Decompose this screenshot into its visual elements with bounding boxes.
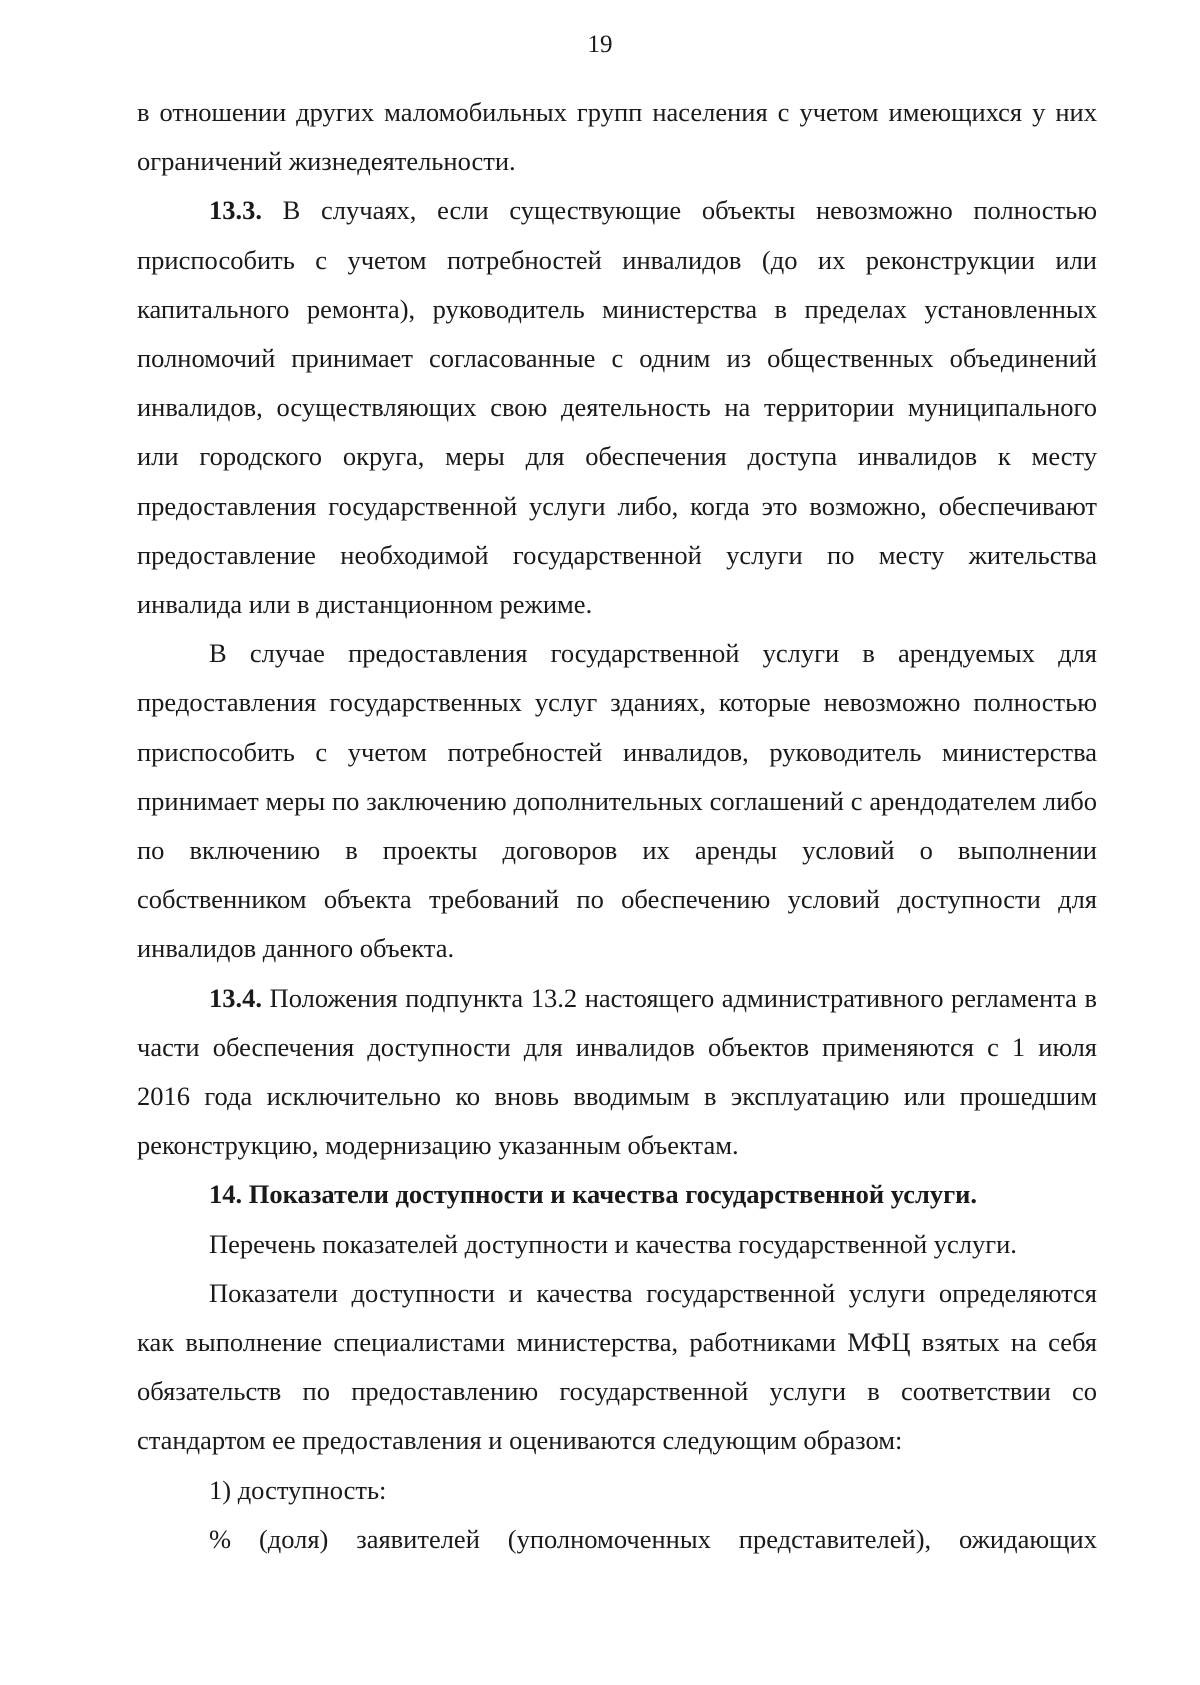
paragraph-indicator-list: Перечень показателей доступности и качества государственной услуги.	[209, 1228, 1017, 1259]
paragraph-share-applicants: % (доля) заявителей (уполномоченных представителей), ожидающих	[209, 1523, 1097, 1554]
page-number: 19	[587, 31, 613, 58]
document-body	[137, 88, 1097, 1564]
paragraph-rented-buildings: В случае предоставления государственной услуги в арендуемых для предоставления государственных услуг зданиях, которые невозможно полностью приспособить с учетом потребностей инвалидов, руководитель министерства принимает меры по заключению дополнительных соглашений с арендодателем либо по включению в проекты договоров их аренды условий о выполнении собственником объекта требований по обеспечению условий доступности для инвалидов данного объекта.	[137, 638, 1097, 964]
clause-number: 13.3.	[209, 195, 262, 226]
clause-text: В случаях, если существующие объекты невозможно полностью приспособить с учетом потребностей инвалидов (до их реконструкции или капитального ремонта), руководитель министерства в пределах установленных полномочий принимает согласованные с одним из общественных объединений инвалидов, осуществляющих свою деятельность на территории муниципального или городского округа, меры для обеспечения доступа инвалидов к месту предоставления государственной услуги либо, когда это возможно, обеспечивают предоставление необходимой государственной услуги по месту жительства инвалида или в дистанционном режиме.	[137, 195, 1097, 620]
clause-text: Положения подпункта 13.2 настоящего административного регламента в части обеспечения доступности для инвалидов объектов применяются с 1 июля 2016 года исключительно ко вновь вводимым в эксплуатацию или прошедшим реконструкцию, модернизацию указанным объектам.	[137, 982, 1097, 1161]
paragraph-continuation: в отношении других маломобильных групп населения с учетом имеющихся у них ограничений жизнедеятельности.	[137, 97, 1097, 177]
section-heading-14: 14. Показатели доступности и качества государственной услуги.	[209, 1179, 978, 1210]
paragraph-13-4	[137, 974, 1097, 1171]
paragraph-13-3	[137, 186, 1097, 629]
clause-number: 13.4.	[209, 982, 262, 1013]
list-item-accessibility: 1) доступность:	[209, 1474, 387, 1505]
paragraph-indicators-definition: Показатели доступности и качества государственной услуги определяются как выполнение специалистами министерства, работниками МФЦ взятых на себя обязательств по предоставлению государственной услуги в соответствии со стандартом ее предоставления и оцениваются следующим образом:	[137, 1277, 1097, 1456]
